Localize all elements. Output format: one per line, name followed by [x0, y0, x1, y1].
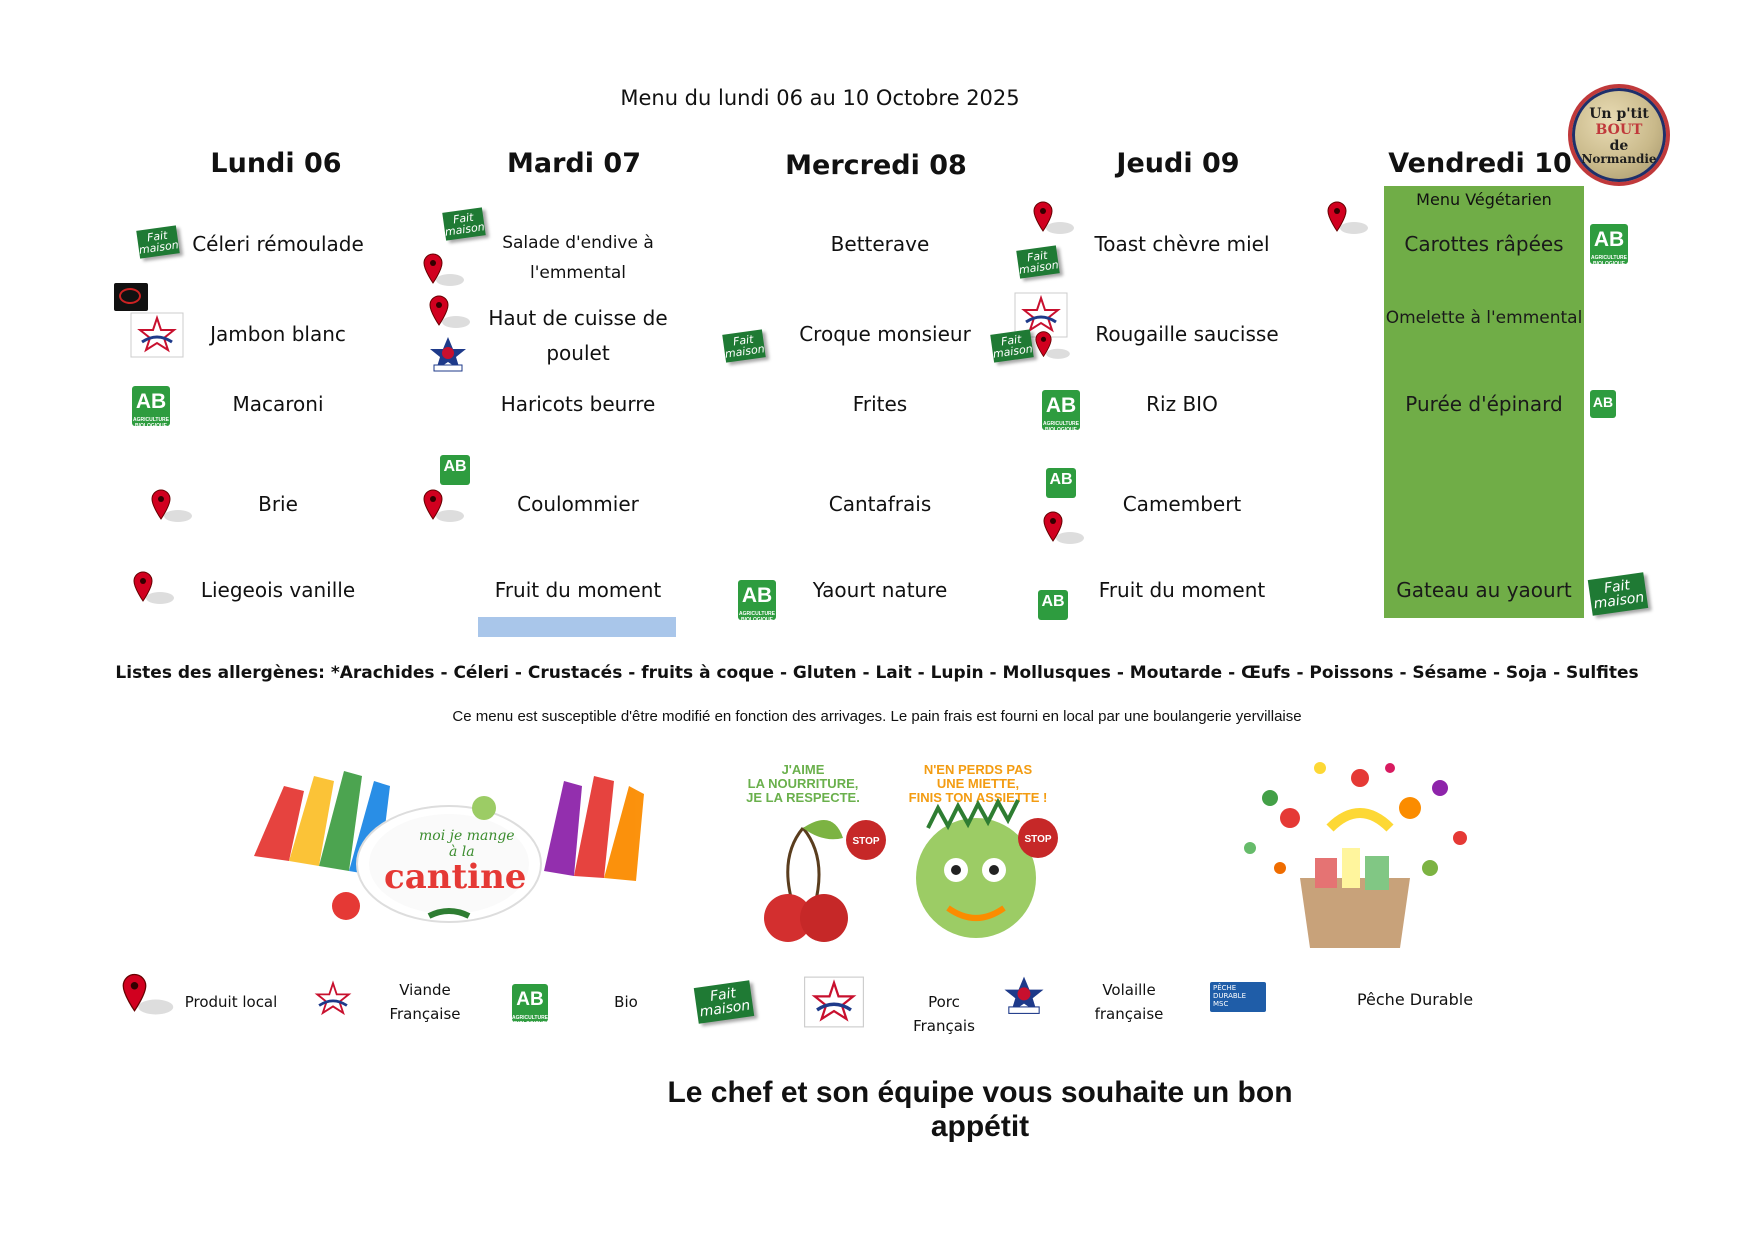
dish-lundi-dessert: Liegeois vanille	[200, 578, 356, 602]
dish-vendredi-plat: Omelette à l'emmental	[1385, 308, 1583, 328]
day-header-jeudi: Jeudi 09	[1116, 148, 1240, 179]
dish-jeudi-fromage: Camembert	[1122, 492, 1242, 516]
anti-gaspillage-posters	[708, 758, 1068, 946]
svg-text:JE LA RESPECTE.: JE LA RESPECTE.	[746, 790, 860, 805]
ab-bio-icon: AB	[440, 455, 470, 485]
local-pin-icon	[426, 294, 472, 334]
le-porc-francais-icon	[800, 976, 868, 1028]
dish-vendredi-dessert: Gateau au yaourt	[1396, 578, 1572, 602]
local-pin-icon	[1324, 200, 1370, 240]
logo-line: Normandie	[1581, 152, 1657, 166]
dish-lundi-fromage: Brie	[258, 492, 298, 516]
svg-text:FINIS TON ASSIETTE !: FINIS TON ASSIETTE !	[908, 790, 1048, 805]
dish-mercredi-entree: Betterave	[830, 232, 930, 256]
cantine-text: cantine	[384, 857, 527, 897]
cantine-text: moi je mange	[419, 828, 515, 844]
logo-line: de	[1609, 138, 1629, 154]
dish-jeudi-plat: Rougaille saucisse	[1095, 322, 1279, 346]
local-pin-icon	[1032, 330, 1072, 364]
highlight-bar	[478, 617, 676, 637]
day-header-mercredi: Mercredi 08	[785, 150, 967, 181]
ab-bio-icon: AB AGRICULTURE BIOLOGIQUE	[1590, 224, 1628, 264]
dish-vendredi-accompagnement: Purée d'épinard	[1405, 392, 1563, 416]
cantine-text: à la	[449, 844, 475, 860]
fait-maison-icon: Fait maison	[694, 980, 754, 1023]
fait-maison-icon: Fait maison	[136, 225, 180, 258]
dish-mardi-plat: Haut de cuisse de poulet	[488, 306, 668, 365]
local-pin-icon	[420, 488, 466, 528]
cantine-illustration	[244, 766, 654, 926]
ab-bio-icon: AB	[1590, 390, 1616, 418]
local-pin-icon	[1030, 200, 1076, 240]
legend-label-volaille: Volaille française	[1094, 981, 1164, 1023]
dark-label-icon	[114, 283, 148, 311]
local-pin-icon	[1040, 510, 1086, 550]
fait-maison-icon: Fait maison	[1016, 245, 1060, 278]
closing-message: Le chef et son équipe vous souhaite un bon appétit	[667, 1076, 1293, 1143]
legend-label-bio: Bio	[614, 993, 638, 1011]
ab-bio-icon: AB AGRICULTURE BIOLOGIQUE	[738, 580, 776, 620]
fait-maison-icon: Fait maison	[1588, 572, 1648, 615]
svg-text:STOP: STOP	[1024, 834, 1052, 845]
ab-bio-icon: AB AGRICULTURE BIOLOGIQUE	[132, 386, 170, 426]
dish-mercredi-plat: Croque monsieur	[799, 322, 971, 346]
volaille-francaise-icon	[424, 334, 472, 374]
viande-francaise-icon	[308, 976, 358, 1022]
ab-bio-icon: AB	[1046, 468, 1076, 498]
vegetarian-subtitle: Menu Végétarien	[1416, 190, 1552, 209]
legend-label-peche: Pêche Durable	[1356, 990, 1474, 1009]
svg-text:LA NOURRITURE,: LA NOURRITURE,	[747, 776, 859, 791]
msc-peche-durable-icon: PÊCHE DURABLE MSC	[1210, 982, 1266, 1012]
dish-mercredi-dessert: Yaourt nature	[812, 578, 948, 602]
fait-maison-icon: Fait maison	[442, 207, 486, 240]
dish-mercredi-fromage: Cantafrais	[828, 492, 932, 516]
volaille-francaise-icon	[998, 972, 1050, 1018]
day-header-lundi: Lundi 06	[210, 148, 342, 179]
menu-title: Menu du lundi 06 au 10 Octobre 2025	[620, 86, 1020, 110]
dish-jeudi-entree: Toast chèvre miel	[1094, 232, 1270, 256]
dish-mardi-entree: Salade d'endive à l'emmental	[502, 233, 654, 283]
dish-vendredi-entree: Carottes râpées	[1404, 232, 1564, 256]
legend-label-local: Produit local	[184, 993, 278, 1011]
local-pin-icon	[118, 972, 176, 1022]
logo-line: Un p'tit	[1589, 106, 1649, 122]
fait-maison-icon: Fait maison	[722, 329, 766, 362]
ab-bio-icon: AB AGRICULTURE BIOLOGIQUE	[512, 984, 548, 1022]
dish-mardi-fromage: Coulommier	[517, 492, 639, 516]
dish-lundi-entree: Céleri rémoulade	[192, 232, 364, 256]
fait-maison-icon: Fait maison	[990, 329, 1034, 362]
dish-mardi-accompagnement: Haricots beurre	[500, 392, 656, 416]
dish-mardi-dessert: Fruit du moment	[494, 578, 662, 602]
dish-jeudi-accompagnement: Riz BIO	[1146, 392, 1218, 416]
day-header-mardi: Mardi 07	[507, 148, 641, 179]
menu-note: Ce menu est susceptible d'être modifié en fonction des arrivages. Le pain frais est fourni en local par une boulangerie yervillaise	[452, 708, 1302, 725]
day-header-vendredi: Vendredi 10	[1388, 148, 1572, 179]
dish-mercredi-accompagnement: Frites	[852, 392, 908, 416]
local-pin-icon	[420, 252, 466, 292]
local-pin-icon	[130, 570, 176, 610]
logo-line: BOUT	[1595, 122, 1643, 138]
dish-lundi-plat: Jambon blanc	[210, 322, 346, 346]
ab-bio-icon: AB AGRICULTURE BIOLOGIQUE	[1042, 390, 1080, 430]
viande-francaise-icon	[130, 312, 184, 358]
legend-label-viande: Viande Française	[389, 981, 461, 1023]
local-pin-icon	[148, 488, 194, 528]
svg-text:N'EN PERDS PAS: N'EN PERDS PAS	[923, 762, 1033, 777]
svg-text:J'AIME: J'AIME	[781, 762, 825, 777]
legend-label-porc: Porc Français	[913, 993, 975, 1035]
allergen-list: Listes des allergènes: *Arachides - Céleri - Crustacés - fruits à coque - Gluten - Lait - Lupin - Mollusques - Moutarde - Œufs - Poissons - Sésame - Soja - Sulfites	[115, 663, 1639, 683]
fruits-vegetables-illustration	[1210, 748, 1502, 952]
svg-text:STOP: STOP	[852, 836, 880, 847]
dish-jeudi-dessert: Fruit du moment	[1098, 578, 1266, 602]
ab-bio-icon: AB	[1038, 590, 1068, 620]
dish-lundi-accompagnement: Macaroni	[232, 392, 324, 416]
svg-text:UNE MIETTE,: UNE MIETTE,	[936, 776, 1020, 791]
